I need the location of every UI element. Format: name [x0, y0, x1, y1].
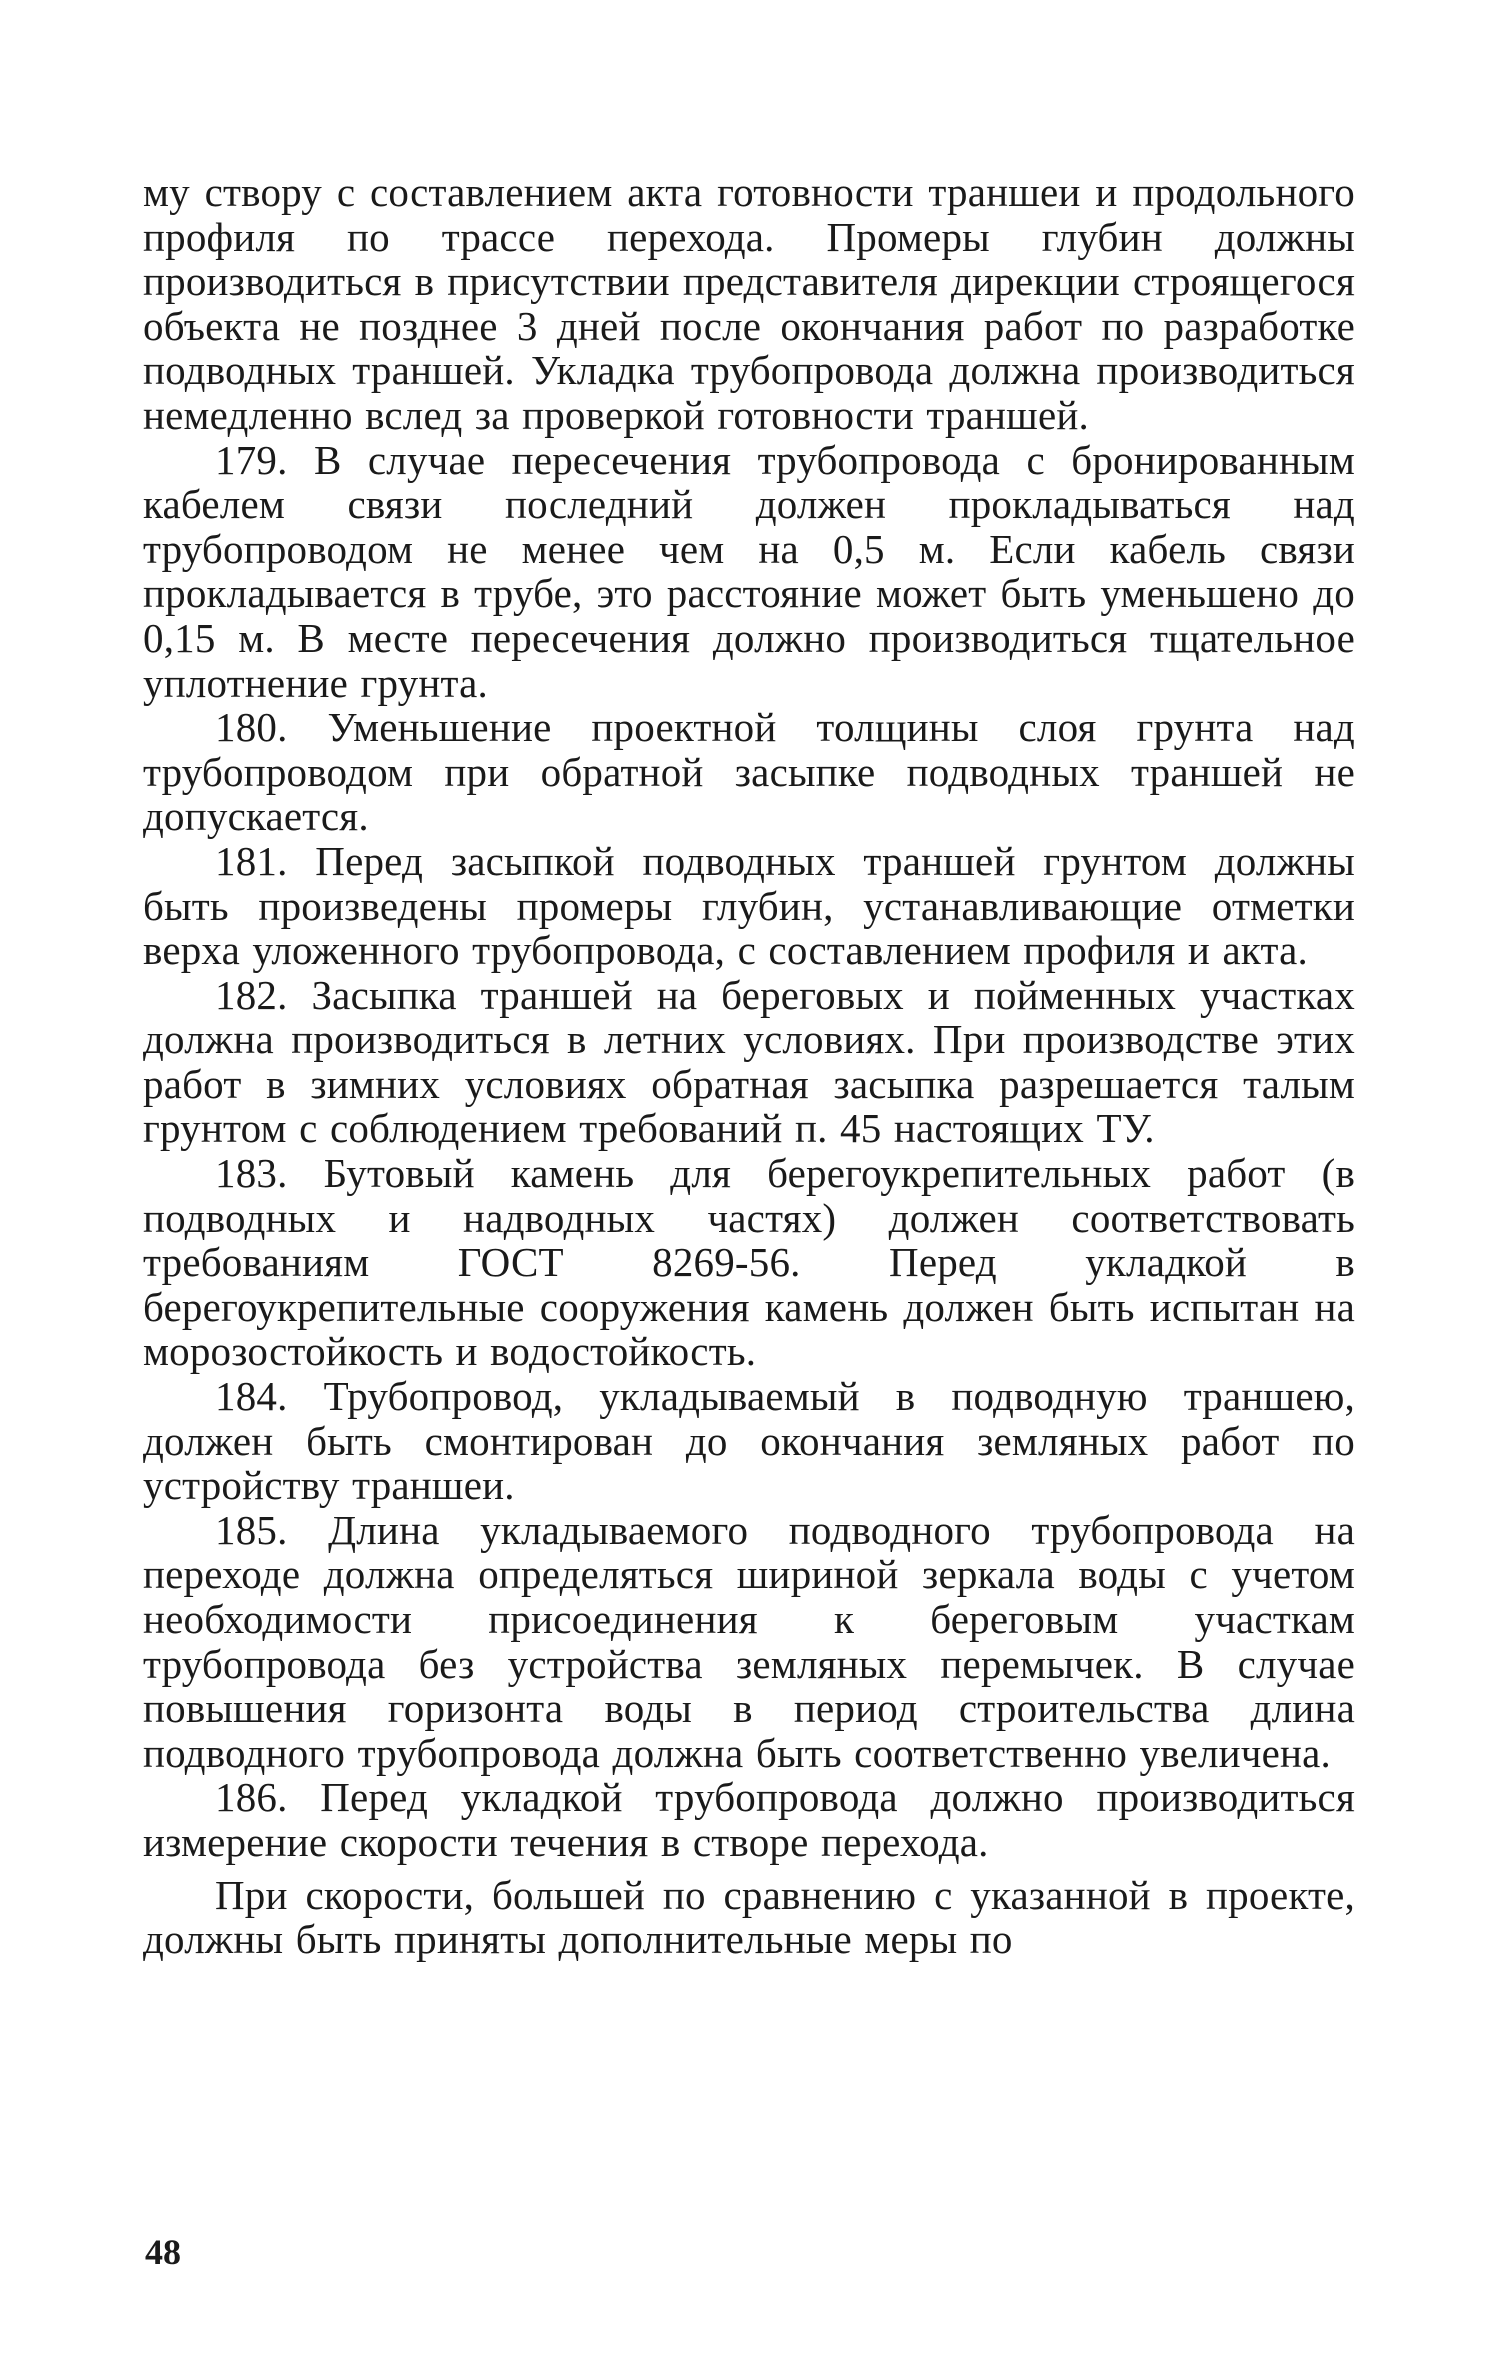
paragraph-186: 186. Перед укладкой трубопровода должно производиться измерение скорости течения в створе перехода. — [143, 1774, 1355, 1865]
paragraph-183: 183. Бутовый камень для берегоукрепительных работ (в подводных и надводных частях) должен соответствовать требованиям ГОСТ 8269-56. Перед укладкой в берегоукрепительные сооружения камень должен быть испытан на морозостойкость и водостойкость. — [143, 1150, 1355, 1375]
paragraph-185: 185. Длина укладываемого подводного трубопровода на переходе должна определяться шириной зеркала воды с учетом необходимости присоединения к береговым участкам трубопровода без устройства земляных перемычек. В случае повышения горизонта воды в период строительства длина подводного трубопровода должна быть соответственно увеличена. — [143, 1506, 1355, 1776]
page-body — [143, 170, 1355, 1962]
page-number: 48 — [145, 2232, 181, 2272]
paragraph-velocity: При скорости, большей по сравнению с указанной в проекте, должны быть приняты дополнительные меры по — [143, 1871, 1355, 1963]
paragraph-184: 184. Трубопровод, укладываемый в подводную траншею, должен быть смонтирован до окончания земляных работ по устройству траншеи. — [143, 1373, 1355, 1509]
paragraph-179: 179. В случае пересечения трубопровода с бронированным кабелем связи последний должен прокладываться над трубопроводом не менее чем на 0,5 м. Если кабель связи прокладывается в трубе, это расстояние может быть уменьшено до 0,15 м. В месте пересечения должно производиться тщательное уплотнение грунта. — [143, 436, 1355, 706]
paragraph-continuation: му створу с составлением акта готовности траншеи и продольного профиля по трассе перехода. Промеры глубин должны производиться в присутствии представителя дирекции строящегося объекта не позднее 3 дней после окончания работ по разработке подводных траншей. Укладка трубопровода должна производиться немедленно вслед за проверкой готовности траншей. — [143, 169, 1355, 438]
paragraph-180: 180. Уменьшение проектной толщины слоя грунта над трубопроводом при обратной засыпке подводных траншей не допускается. — [143, 704, 1355, 840]
paragraph-182: 182. Засыпка траншей на береговых и пойменных участках должна производиться в летних условиях. При производстве этих работ в зимних условиях обратная засыпка разрешается талым грунтом с соблюдением требований п. 45 настоящих ТУ. — [143, 971, 1355, 1152]
paragraph-181: 181. Перед засыпкой подводных траншей грунтом должны быть произведены промеры глубин, устанавливающие отметки верха уложенного трубопровода, с составлением профиля и акта. — [143, 837, 1355, 974]
